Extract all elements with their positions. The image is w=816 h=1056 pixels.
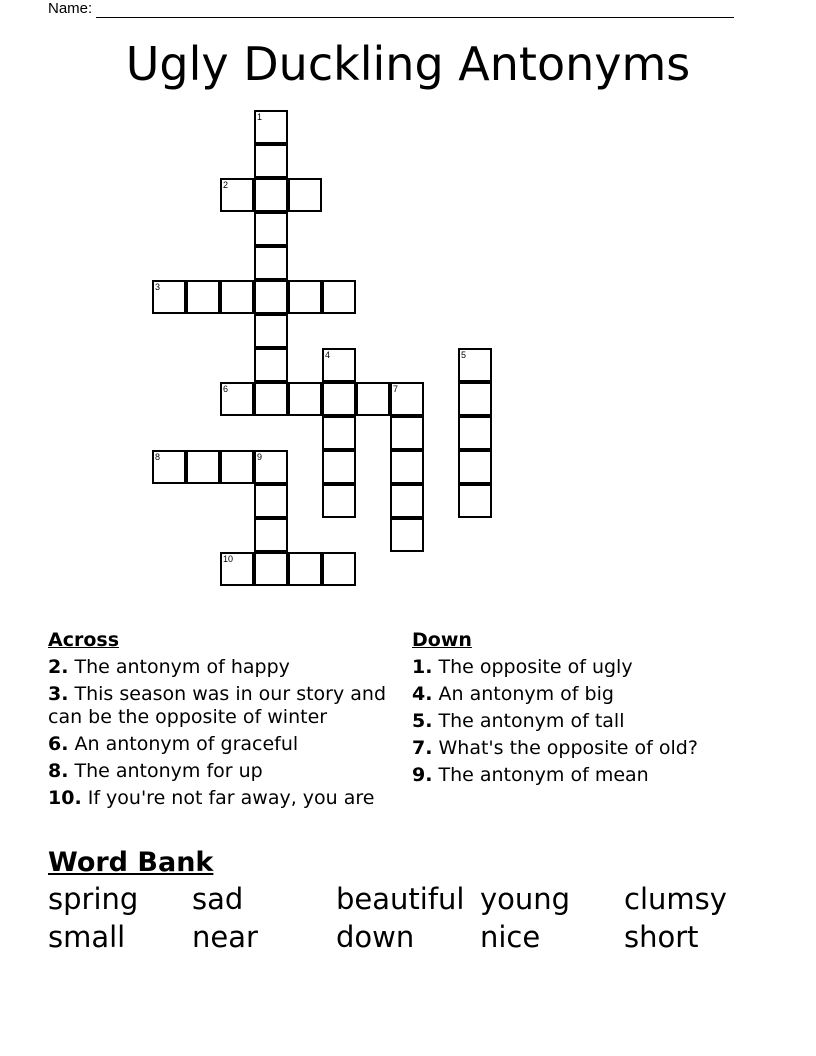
word-bank-word: nice <box>480 920 541 954</box>
grid-cell[interactable] <box>186 280 220 314</box>
down-clue: 4. An antonym of big <box>412 683 614 705</box>
grid-cell[interactable] <box>288 552 322 586</box>
grid-cell[interactable] <box>220 280 254 314</box>
down-clue: 5. The antonym of tall <box>412 710 625 732</box>
grid-cell[interactable] <box>288 280 322 314</box>
grid-cell[interactable] <box>390 450 424 484</box>
grid-cell[interactable] <box>186 450 220 484</box>
clue-number: 7 <box>393 384 399 394</box>
grid-cell[interactable] <box>390 518 424 552</box>
grid-cell[interactable] <box>254 382 288 416</box>
grid-cell[interactable] <box>254 484 288 518</box>
grid-cell[interactable] <box>458 450 492 484</box>
word-bank-word: near <box>192 920 258 954</box>
clue-number: 8 <box>155 452 161 462</box>
grid-cell[interactable] <box>458 484 492 518</box>
down-clue: 7. What's the opposite of old? <box>412 737 698 759</box>
word-bank-word: spring <box>48 882 139 916</box>
across-clue: 3. This season was in our story and can be the opposite of winter <box>48 683 387 728</box>
down-clue: 9. The antonym of mean <box>412 764 649 786</box>
grid-cell[interactable] <box>254 518 288 552</box>
grid-cell[interactable] <box>254 348 288 382</box>
word-bank-word: young <box>480 882 571 916</box>
grid-cell[interactable] <box>356 382 390 416</box>
grid-cell[interactable] <box>220 450 254 484</box>
clue-number: 6 <box>223 384 229 394</box>
grid-cell[interactable] <box>254 144 288 178</box>
grid-cell[interactable] <box>254 178 288 212</box>
grid-cell[interactable] <box>390 484 424 518</box>
across-heading: Across <box>48 629 120 651</box>
grid-cell[interactable] <box>322 280 356 314</box>
across-clue: 6. An antonym of graceful <box>48 733 299 755</box>
grid-cell[interactable] <box>390 416 424 450</box>
clue-number: 9 <box>257 452 263 462</box>
across-clue: 8. The antonym for up <box>48 760 263 782</box>
clue-number: 10 <box>223 554 234 564</box>
grid-cell[interactable] <box>288 382 322 416</box>
grid-cell[interactable] <box>322 450 356 484</box>
grid-cell[interactable] <box>254 212 288 246</box>
across-clues <box>48 628 403 814</box>
across-clue: 10. If you're not far away, you are <box>48 787 375 809</box>
grid-cell[interactable] <box>254 246 288 280</box>
word-bank-word: short <box>624 920 699 954</box>
page-title: Ugly Duckling Antonyms <box>125 37 691 91</box>
word-bank-word: sad <box>192 882 244 916</box>
down-clues <box>412 628 772 791</box>
clue-number: 3 <box>155 282 161 292</box>
down-heading: Down <box>412 629 472 651</box>
clue-number: 2 <box>223 180 229 190</box>
word-bank-word: small <box>48 920 126 954</box>
word-bank-word: clumsy <box>624 882 727 916</box>
clue-number: 5 <box>461 350 467 360</box>
down-clue: 1. The opposite of ugly <box>412 656 633 678</box>
grid-cell[interactable] <box>254 280 288 314</box>
word-bank-word: beautiful <box>336 882 465 916</box>
word-bank-word: down <box>336 920 415 954</box>
grid-cell[interactable] <box>322 416 356 450</box>
word-bank-title: Word Bank <box>48 847 214 878</box>
name-label: Name: <box>48 0 93 17</box>
grid-cell[interactable] <box>458 416 492 450</box>
across-clue: 2. The antonym of happy <box>48 656 290 678</box>
clue-number: 1 <box>257 112 263 122</box>
grid-cell[interactable] <box>254 314 288 348</box>
word-bank <box>48 880 768 956</box>
grid-cell[interactable] <box>458 382 492 416</box>
clue-number: 4 <box>325 350 331 360</box>
grid-cell[interactable] <box>322 552 356 586</box>
grid-cell[interactable] <box>322 484 356 518</box>
grid-cell[interactable] <box>254 552 288 586</box>
grid-cell[interactable] <box>322 382 356 416</box>
grid-cell[interactable] <box>288 178 322 212</box>
